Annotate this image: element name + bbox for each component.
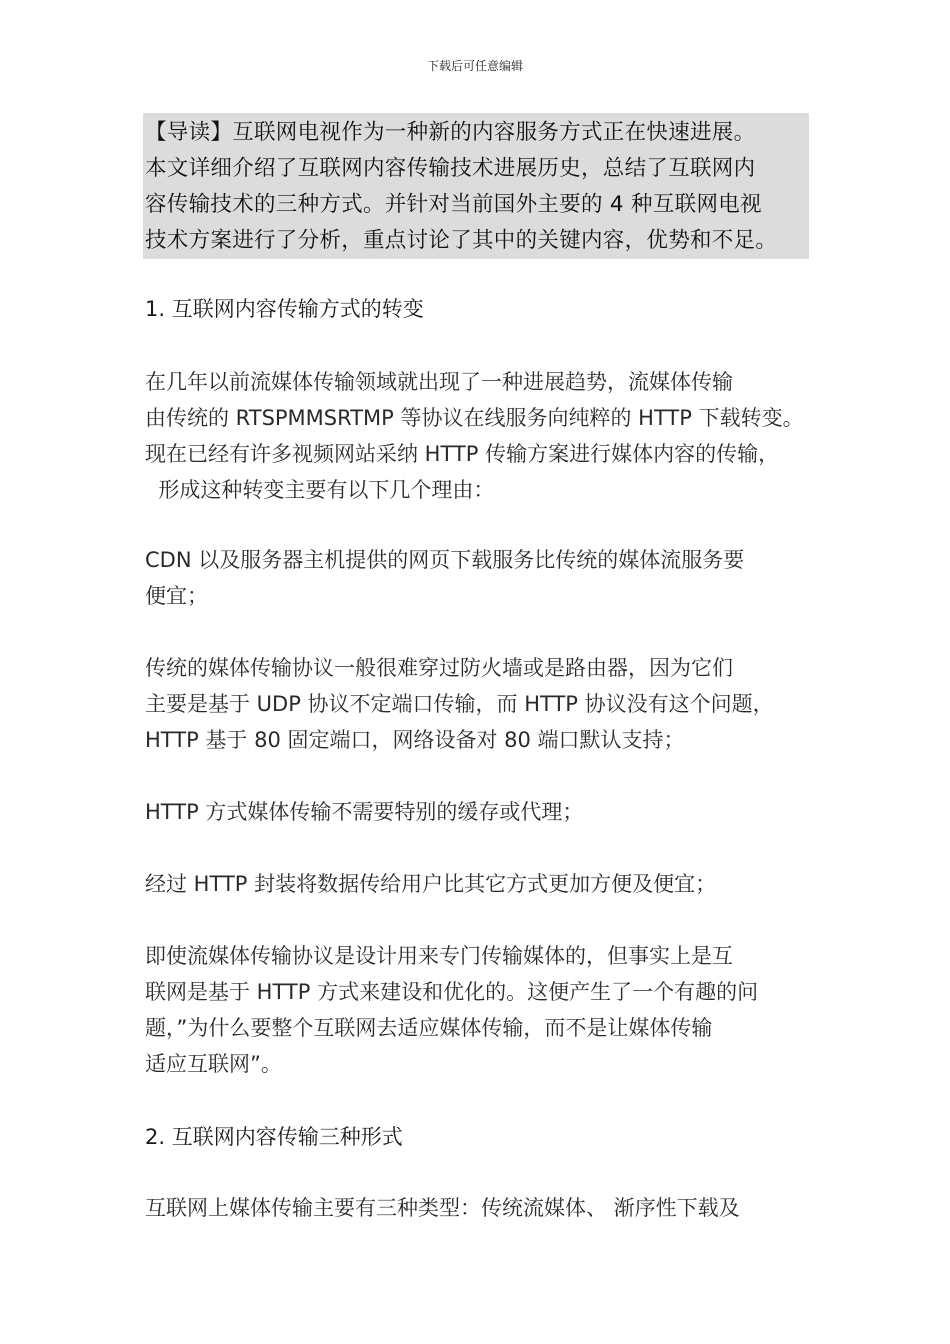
intro-line: 【导读】互联网电视作为一种新的内容服务方式正在快速进展。 — [145, 120, 756, 145]
paragraph-line: 在几年以前流媒体传输领域就出现了一种进展趋势，流媒体传输 — [145, 370, 733, 394]
section-1-paragraph-6 — [145, 938, 810, 1082]
paragraph-line: HTTP 方式媒体传输不需要特别的缓存或代理； — [145, 800, 584, 824]
section-1-paragraph-1 — [145, 364, 810, 508]
section-1-heading: 1. 互联网内容传输方式的转变 — [145, 297, 424, 321]
paragraph-line: 题，”为什么要整个互联网去适应媒体传输，而不是让媒体传输 — [145, 1016, 713, 1040]
paragraph-line: 互联网上媒体传输主要有三种类型：传统流媒体、 渐序性下载及 — [145, 1196, 740, 1220]
intro-line: 技术方案进行了分析，重点讨论了其中的关键内容，优势和不足。 — [145, 228, 778, 253]
intro-line: 容传输技术的三种方式。并针对当前国外主要的 4 种互联网电视 — [145, 192, 762, 217]
intro-line: 本文详细介绍了互联网内容传输技术进展历史，总结了互联网内 — [145, 156, 756, 181]
section-1-paragraph-4 — [145, 794, 810, 830]
paragraph-line: 形成这种转变主要有以下几个理由： — [145, 478, 495, 502]
header-note: 下载后可任意编辑 — [426, 59, 523, 73]
paragraph-line: 联网是基于 HTTP 方式来建设和优化的。这便产生了一个有趣的问 — [145, 980, 759, 1004]
paragraph-line: 即使流媒体传输协议是设计用来专门传输媒体的，但事实上是互 — [145, 944, 733, 968]
paragraph-line: 由传统的 RTSPMMSRTMP 等协议在线服务向纯粹的 HTTP 下载转变。 — [145, 406, 804, 430]
intro-abstract — [143, 113, 809, 259]
section-1-paragraph-3 — [145, 650, 810, 758]
section-1-paragraph-5 — [145, 866, 810, 902]
paragraph-line: 传统的媒体传输协议一般很难穿过防火墙或是路由器，因为它们 — [145, 656, 733, 680]
paragraph-line: 适应互联网”。 — [145, 1052, 282, 1076]
section-2-paragraph-1 — [145, 1190, 810, 1226]
paragraph-line: CDN 以及服务器主机提供的网页下载服务比传统的媒体流服务要 — [145, 548, 745, 572]
paragraph-line: 现在已经有许多视频网站采纳 HTTP 传输方案进行媒体内容的传输， — [145, 442, 780, 466]
paragraph-line: 便宜； — [145, 584, 208, 608]
paragraph-line: 主要是基于 UDP 协议不定端口传输，而 HTTP 协议没有这个问题， — [145, 692, 774, 716]
section-2-heading: 2. 互联网内容传输三种形式 — [145, 1125, 403, 1149]
paragraph-line: 经过 HTTP 封装将数据传给用户比其它方式更加方便及便宜； — [145, 872, 717, 896]
paragraph-line: HTTP 基于 80 固定端口，网络设备对 80 端口默认支持； — [145, 728, 685, 752]
section-1-paragraph-2 — [145, 542, 810, 614]
